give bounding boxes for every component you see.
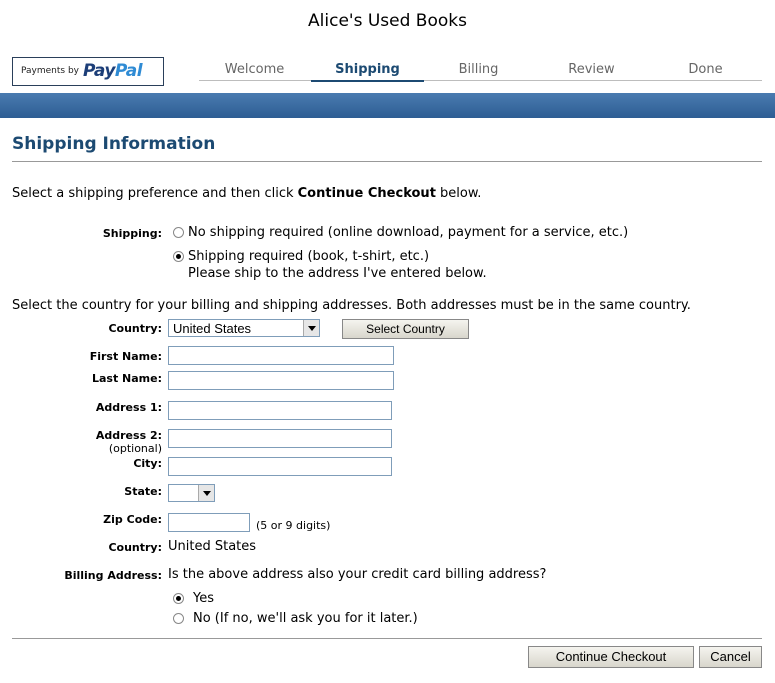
country-select-value: United States <box>173 321 252 336</box>
page-title: Shipping Information <box>12 134 216 154</box>
country-static-label: Country: <box>108 541 162 554</box>
footer-divider <box>12 638 762 639</box>
shipping-required-radio[interactable] <box>173 251 184 262</box>
paypal-prefix: Payments by <box>21 66 79 76</box>
shipping-required-note: Please ship to the address I've entered below. <box>188 266 487 281</box>
state-label: State: <box>124 485 162 498</box>
address2-field[interactable] <box>168 429 392 448</box>
zip-field[interactable] <box>168 513 250 532</box>
city-field[interactable] <box>168 457 392 476</box>
last-name-field[interactable] <box>168 371 394 390</box>
city-label: City: <box>133 457 162 470</box>
address2-label: Address 2: <box>95 429 162 442</box>
no-shipping-label: No shipping required (online download, payment for a service, etc.) <box>188 225 629 240</box>
billing-yes-radio[interactable] <box>173 593 184 604</box>
step-done: Done <box>688 62 723 77</box>
first-name-field[interactable] <box>168 346 394 365</box>
address1-field[interactable] <box>168 401 392 420</box>
store-title: Alice's Used Books <box>308 11 467 31</box>
country-note: Select the country for your billing and shipping addresses. Both addresses must be in the same country. <box>12 298 691 313</box>
zip-hint: (5 or 9 digits) <box>256 519 331 532</box>
paypal-logo <box>12 57 164 86</box>
country-select[interactable] <box>168 319 320 337</box>
billing-no-label: No (If no, we'll ask you for it later.) <box>193 611 418 626</box>
billing-yes-label: Yes <box>193 591 214 606</box>
cancel-button[interactable]: Cancel <box>699 646 762 668</box>
shipping-label: Shipping: <box>102 227 162 240</box>
select-country-button[interactable]: Select Country <box>342 319 469 339</box>
step-billing: Billing <box>458 62 499 77</box>
no-shipping-radio[interactable] <box>173 227 184 238</box>
last-name-label: Last Name: <box>91 372 162 385</box>
title-divider <box>12 161 762 162</box>
billing-no-radio[interactable] <box>173 613 184 624</box>
continue-checkout-button[interactable]: Continue Checkout <box>528 646 694 668</box>
intro-text: Select a shipping preference and then click Continue Checkout below. <box>12 186 482 201</box>
zip-label: Zip Code: <box>103 513 162 526</box>
billing-question: Is the above address also your credit card billing address? <box>168 567 547 582</box>
state-select[interactable] <box>168 484 215 502</box>
header-bar <box>0 93 775 118</box>
first-name-label: First Name: <box>89 350 162 363</box>
billing-address-label: Billing Address: <box>64 569 162 582</box>
address1-label: Address 1: <box>95 401 162 414</box>
paypal-wordmark: PayPal <box>83 61 143 81</box>
country-label: Country: <box>108 322 162 335</box>
step-review: Review <box>568 62 615 77</box>
country-static-value: United States <box>168 539 257 554</box>
step-welcome: Welcome <box>224 62 285 77</box>
active-step-underline <box>311 80 424 82</box>
shipping-required-label: Shipping required (book, t-shirt, etc.) <box>188 249 430 264</box>
chevron-down-icon[interactable] <box>303 320 319 336</box>
chevron-down-icon[interactable] <box>198 485 214 501</box>
steps-divider <box>199 80 762 81</box>
address2-optional: (optional) <box>108 442 162 455</box>
step-shipping: Shipping <box>335 62 400 77</box>
